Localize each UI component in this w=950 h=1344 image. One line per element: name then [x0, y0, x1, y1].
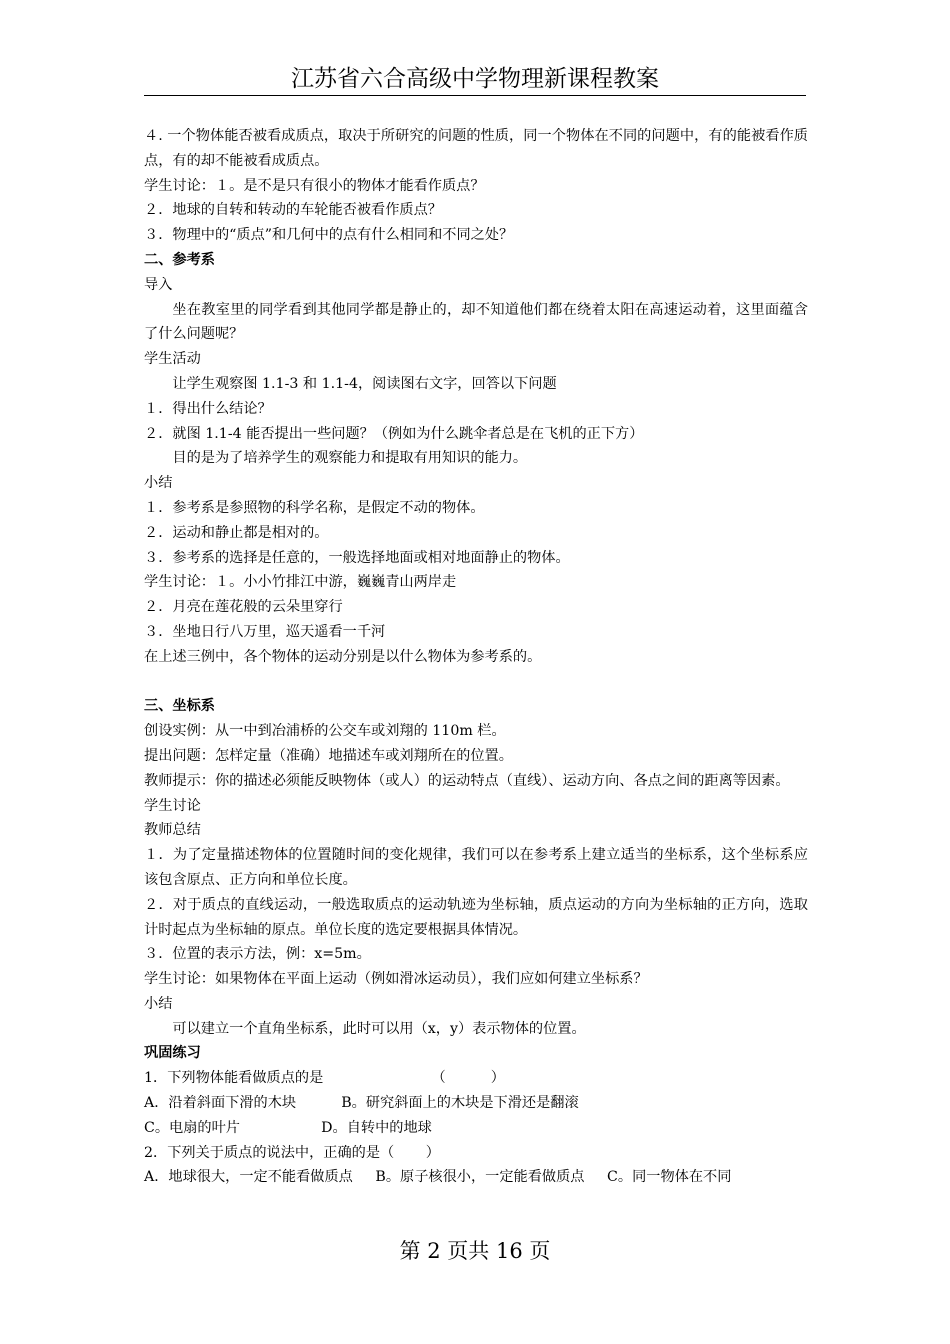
paragraph: ２．对于质点的直线运动，一般选取质点的运动轨迹为坐标轴，质点运动的方向为坐标轴的正方向，选取计时起点为坐标轴的原点。单位长度的选定要根据具体情况。 [144, 896, 808, 938]
paragraph: 教师总结 [144, 822, 201, 839]
paragraph: 目的是为了培养学生的观察能力和提取有用知识的能力。 [172, 450, 528, 467]
page-number: 第 2 页共 16 页 [399, 1239, 551, 1263]
paragraph: １．得出什么结论？ [144, 400, 272, 417]
paragraph: 学生活动 [144, 351, 201, 368]
paragraph: ３．坐地日行八万里，巡天遥看一千河 [144, 623, 386, 640]
paragraph: 可以建立一个直角坐标系，此时可以用（x，y）表示物体的位置。 [172, 1020, 586, 1037]
paragraph: 提出问题：怎样定量（准确）地描述车或刘翔所在的位置。 [144, 747, 513, 764]
paragraph: １．参考系是参照物的科学名称，是假定不动的物体。 [144, 499, 485, 516]
document-body [144, 124, 808, 1190]
paragraph: 坐在教室里的同学看到其他同学都是静止的，却不知道他们都在绕着太阳在高速运动着，这里面蕴含了什么问题呢？ [144, 301, 808, 343]
paragraph: 小结 [144, 995, 173, 1012]
paragraph: 创设实例：从一中到冶浦桥的公交车或刘翔的 110m 栏。 [144, 723, 506, 740]
paragraph: 教师提示：你的描述必须能反映物体（或人）的运动特点（直线）、运动方向、各点之间的距离等因素。 [144, 772, 790, 789]
paragraph: 让学生观察图 1.1-3 和 1.1-4，阅读图右文字，回答以下问题 [172, 375, 557, 392]
paragraph: ２．月亮在莲花般的云朵里穿行 [144, 599, 343, 616]
question: 1．下列物体能看做质点的是 （ ） [144, 1070, 505, 1087]
answer-options: A．沿着斜面下滑的木块 B。研究斜面上的木块是下滑还是翻滚 [144, 1095, 579, 1112]
paragraph: ４. 一个物体能否被看成质点，取决于所研究的问题的性质，同一个物体在不同的问题中，有的能被看作质点，有的却不能被看成质点。 [144, 128, 808, 169]
paragraph: 学生讨论：１。是不是只有很小的物体才能看作质点？ [144, 177, 485, 194]
paragraph: 在上述三例中，各个物体的运动分别是以什么物体为参考系的。 [144, 648, 542, 665]
header-divider [144, 95, 806, 96]
paragraph: ３．物理中的“质点”和几何中的点有什么相同和不同之处？ [144, 227, 514, 244]
section-heading: 巩固练习 [144, 1045, 201, 1062]
paragraph: １．为了定量描述物体的位置随时间的变化规律，我们可以在参考系上建立适当的坐标系，这个坐标系应该包含原点、正方向和单位长度。 [144, 847, 808, 888]
question: 2．下列关于质点的说法中，正确的是（ ） [144, 1144, 440, 1161]
section-heading: 二、参考系 [144, 251, 215, 268]
paragraph: 导入 [144, 276, 173, 293]
answer-options: C。电扇的叶片 D。自转中的地球 [144, 1119, 432, 1136]
paragraph: 学生讨论：如果物体在平面上运动（例如滑冰运动员），我们应如何建立坐标系？ [144, 971, 648, 988]
answer-options: A．地球很大，一定不能看做质点 B。原子核很小，一定能看做质点 C。同一物体在不同 [144, 1169, 732, 1186]
paragraph: 学生讨论：１。小小竹排江中游，巍巍青山两岸走 [144, 574, 457, 591]
paragraph: 学生讨论 [144, 797, 201, 814]
paragraph: ２．就图 1.1-4 能否提出一些问题？（例如为什么跳伞者总是在飞机的正下方） [144, 425, 644, 442]
paragraph: 小结 [144, 475, 173, 492]
section-heading: 三、坐标系 [144, 698, 215, 715]
blank-line [144, 670, 808, 695]
paragraph: ２．运动和静止都是相对的。 [144, 524, 329, 541]
paragraph: ３．位置的表示方法，例：x=5m。 [144, 946, 371, 963]
paragraph: ３．参考系的选择是任意的，一般选择地面或相对地面静止的物体。 [144, 549, 570, 566]
paragraph: ２．地球的自转和转动的车轮能否被看作质点？ [144, 202, 442, 219]
document-header: 江苏省六合高级中学物理新课程教案 [291, 66, 659, 92]
